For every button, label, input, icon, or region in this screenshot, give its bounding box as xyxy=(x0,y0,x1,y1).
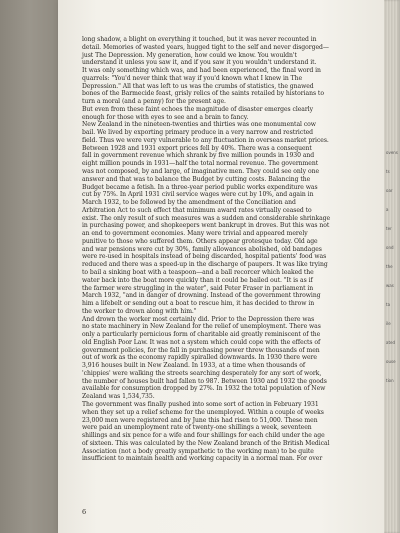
edge-text-fragment: ta xyxy=(386,302,391,307)
text-line: quarrels: "You'd never think that way if you'd known what I knew in The xyxy=(82,74,303,82)
text-line: Arbitration Act to such effect that minimum award rates virtually ceased to xyxy=(82,206,312,214)
text-line: 23,000 men were registered and by June this had risen to 51,000. These men xyxy=(82,416,318,424)
text-line: answer and that was to balance the Budget by cutting costs. Balancing the xyxy=(82,175,311,183)
text-line: It was only something which was, and had been experienced, the final word in xyxy=(82,67,321,75)
edge-text-fragment: ond xyxy=(386,245,394,250)
text-line: field. Thus we were very vulnerable to any fluctuation in overseas market prices. xyxy=(82,136,329,144)
text-line: cut by 75%. In April 1931 civil service wages were cut by 10%, and again in xyxy=(82,191,314,199)
text-line: March 1932, "and in danger of drowning. Instead of the government throwing xyxy=(82,292,321,300)
text-line: The government was finally pushed into some sort of action in February 1931 xyxy=(82,400,319,408)
text-line: when they set up a relief scheme for the unemployed. Within a couple of weeks xyxy=(82,408,324,416)
text-line: bail. We lived by exporting primary produce in a very narrow and restricted xyxy=(82,129,313,137)
text-line: was not composed, by and large, of imaginative men. They could see only one xyxy=(82,168,319,176)
text-line: reduced and there was a speed-up in the discharge of paupers. It was like trying xyxy=(82,261,328,269)
text-line: punitive to those who suffered them. Others appear grotesque today. Old age xyxy=(82,237,318,245)
text-line: Zealand was 1,534,735. xyxy=(82,393,155,401)
text-line: old English Poor Law. It was not a system which could cope with the effects of xyxy=(82,338,321,346)
edge-text-fragment: ts xyxy=(386,169,390,174)
edge-text-fragment: the xyxy=(386,264,393,269)
edge-text-fragment: oar xyxy=(386,188,393,193)
edge-text-fragment: a xyxy=(386,207,389,212)
text-line: available for consumption dropped by 27%. In 1932 the total population of New xyxy=(82,385,326,393)
edge-text-fragment: ovens xyxy=(386,150,398,155)
text-line: fall in government revenue which shrank by five million pounds in 1930 and xyxy=(82,152,315,160)
text-line: Depression." All that was left to us was the crumbs of statistics, the gnawed xyxy=(82,82,314,90)
text-line: were re-used in hospitals instead of being discarded, hospital patients' food was xyxy=(82,253,327,261)
text-line: turn a moral (and a penny) for the present age. xyxy=(82,98,226,106)
text-line: the number of houses built had fallen to 987. Between 1930 and 1932 the goods xyxy=(82,377,327,385)
edge-text-fragment: ter xyxy=(386,226,392,231)
edge-text-fragment: ile xyxy=(386,321,391,326)
text-line: no state machinery in New Zealand for the relief of unemployment. There was xyxy=(82,323,321,331)
text-line: 3,916 houses built in New Zealand. In 1933, at a time when thousands of xyxy=(82,362,306,370)
text-line: in purchasing power, and shopkeepers went bankrupt in droves. But this was not xyxy=(82,222,330,230)
text-line: shillings and six pence for a wife and four shillings for each child under the age xyxy=(82,432,325,440)
text-line: just The Depression. My generation, how could we know. You wouldn't xyxy=(82,51,297,59)
page-stack-edge xyxy=(384,0,400,533)
edge-text-fragment: ated xyxy=(386,340,396,345)
text-line: the farmer were struggling in the water", said Peter Fraser in parliament in xyxy=(82,284,314,292)
text-line: But even from these faint echoes the magnitude of disaster emerges clearly xyxy=(82,105,314,113)
text-line: eight million pounds in 1931—half the total normal revenue. The government xyxy=(82,160,319,168)
text-line: And drown the worker most certainly did. Prior to the Depression there was xyxy=(82,315,315,323)
edge-text-fragment: was xyxy=(386,283,394,288)
text-line: insufficient to maintain health and working capacity in a normal man. For over xyxy=(82,455,323,463)
edge-text-fragment: ouse xyxy=(386,359,396,364)
text-line: bones of the Barmecide feast, grisly relics of the saints retailed by historians to xyxy=(82,90,324,98)
text-line: only a particularly pernicious form of charitable aid greatly reminiscent of the xyxy=(82,331,321,339)
text-line: him a lifebelt or sending out a boat to rescue him, it has decided to throw in xyxy=(82,300,315,308)
text-line: to bail a sinking boat with a teaspoon—and a ball recorcer which leaked the xyxy=(82,268,314,276)
text-line: Between 1928 and 1931 export prices fell by 40%. There was a consequent xyxy=(82,144,312,152)
text-line: the worker to drown along with him." xyxy=(82,307,197,315)
text-line: were paid an unemployment rate of twenty-one shillings a week, seventeen xyxy=(82,424,312,432)
text-line: water back into the boat more quickly than it could be bailed out. "It is as if xyxy=(82,276,313,284)
text-line: understand it unless you saw it, and if you saw it you wouldn't understand it. xyxy=(82,59,317,67)
text-line: enough for those with eyes to see and a brain to fancy. xyxy=(82,113,249,121)
text-line: Budget became a fetish. In a three-year period public works expenditure was xyxy=(82,183,318,191)
text-line: of sixteen. This was calculated by the New Zealand branch of the British Medical xyxy=(82,439,330,447)
text-line: March 1932, to be followed by the amendment of the Conciliation and xyxy=(82,199,296,207)
page-number: 6 xyxy=(82,508,87,516)
text-line: detail. Memories of wasted years, hugged tight to the self and never disgorged— xyxy=(82,43,329,51)
text-line: 'chippies' were walking the streets searching desperately for any sort of work, xyxy=(82,369,322,377)
text-line: long shadow, a blight on everything it touched, but it was never recounted in xyxy=(82,36,317,43)
text-line: New Zealand in the nineteen-twenties and thirties was one monumental cow xyxy=(82,121,316,129)
text-line: government policies, for the fall in purchasing power threw thousands of men xyxy=(82,346,320,354)
text-line: and war pensions were cut by 30%, family allowances abolished, old bandages xyxy=(82,245,322,253)
text-line: Association (not a body greatly sympathetic to the working man) to be quite xyxy=(82,447,314,455)
text-line: out of work as the economy rapidly spiralled downwards. In 1930 there were xyxy=(82,354,317,362)
text-line: an end to government economies. Many were trivial and appeared merely xyxy=(82,230,308,238)
edge-text-fragment: tion xyxy=(386,378,394,383)
body-text xyxy=(82,36,376,463)
text-line: exist. The only result of such measures was a sudden and considerable shrinkage xyxy=(82,214,331,222)
